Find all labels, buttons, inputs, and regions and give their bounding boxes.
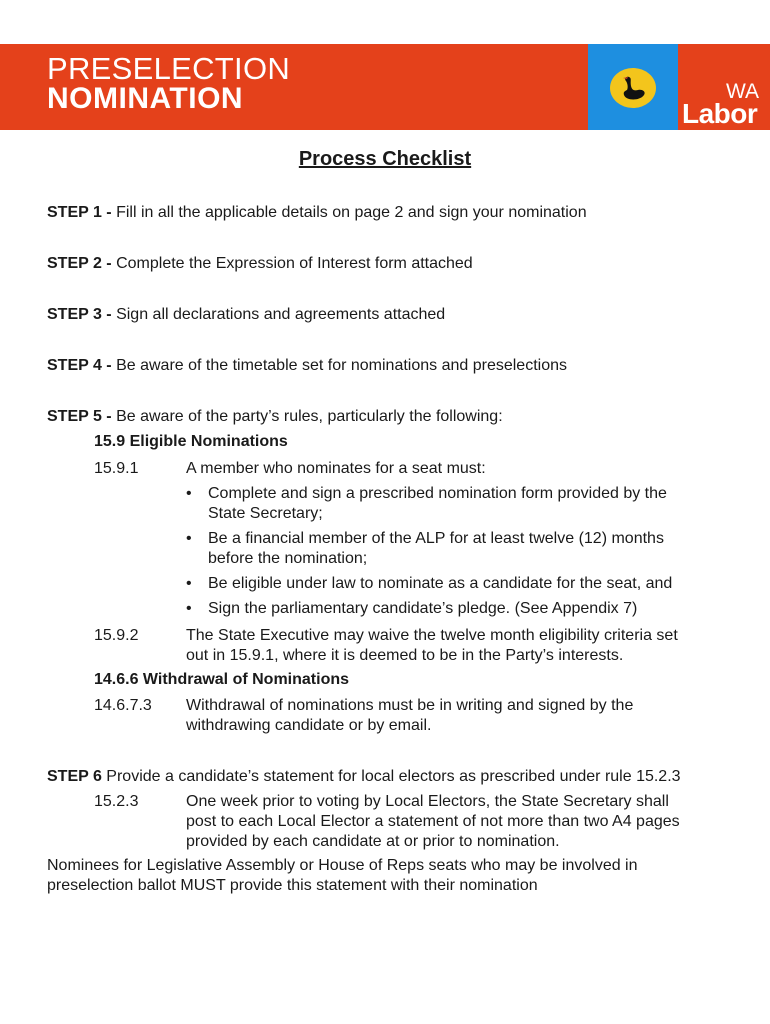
clause-text: A member who nominates for a seat must: [186, 460, 486, 477]
step-2 [47, 254, 473, 274]
checklist-title: Process Checklist [298, 148, 472, 170]
bullet-dot: • [186, 575, 192, 592]
logo-panel [588, 44, 678, 130]
clause-number: 15.9.1 [94, 460, 139, 477]
clause-line: One week prior to voting by Local Electors, the State Secretary shall [186, 793, 669, 810]
bullet-line: Sign the parliamentary candidate’s pledge. (See Appendix 7) [208, 600, 638, 617]
clause-line: Withdrawal of nominations must be in writing and signed by the [186, 697, 634, 714]
clause-line: out in 15.9.1, where it is deemed to be in the Party’s interests. [186, 647, 624, 664]
logo-wa-text: WA [726, 80, 760, 103]
bullet-item [208, 599, 728, 619]
step-3 [47, 305, 445, 325]
black-swan-icon [610, 68, 656, 108]
rule-14-6-6-heading: 14.6.6 Withdrawal of Nominations [94, 671, 350, 688]
header-banner [0, 44, 770, 130]
clause-number: 15.2.3 [94, 793, 139, 810]
document-title [47, 51, 291, 115]
step-text: Complete the Expression of Interest form attached [116, 255, 473, 272]
title-line-1: PRESELECTION [47, 51, 291, 86]
bullet-line: Complete and sign a prescribed nomination form provided by the [208, 485, 667, 502]
clause-line: withdrawing candidate or by email. [186, 717, 432, 734]
step-text: Be aware of the timetable set for nominations and preselections [116, 357, 567, 374]
step-6 [47, 767, 681, 787]
step-5 [47, 407, 503, 427]
step-label: STEP 2 - [47, 255, 112, 272]
clause-text [186, 792, 731, 852]
clause-text [186, 696, 731, 736]
bullet-item [208, 529, 728, 569]
logo-labor-text: Labor [682, 98, 758, 129]
footer-line: preselection ballot MUST provide this statement with their nomination [47, 877, 538, 894]
footer-line: Nominees for Legislative Assembly or House of Reps seats who may be involved in [47, 857, 638, 874]
step-label: STEP 1 - [47, 204, 112, 221]
step-text: Provide a candidate’s statement for local electors as prescribed under rule 15.2.3 [106, 768, 681, 785]
clause-line: The State Executive may waive the twelve month eligibility criteria set [186, 627, 678, 644]
step-text: Be aware of the party’s rules, particularly the following: [116, 408, 503, 425]
step-label: STEP 5 - [47, 408, 112, 425]
bullet-item [208, 574, 728, 594]
bullet-dot: • [186, 530, 192, 547]
title-line-2: NOMINATION [47, 82, 244, 115]
clause-number: 15.9.2 [94, 627, 139, 644]
step-1 [47, 203, 587, 223]
step-text: Fill in all the applicable details on page 2 and sign your nomination [116, 204, 587, 221]
bullet-line: State Secretary; [208, 505, 323, 522]
clause-number: 14.6.7.3 [94, 697, 152, 714]
bullet-line: Be eligible under law to nominate as a candidate for the seat, and [208, 575, 673, 592]
clause-line: post to each Local Elector a statement of not more than two A4 pages [186, 813, 680, 830]
bullet-dot: • [186, 485, 192, 502]
rule-15-9-heading: 15.9 Eligible Nominations [94, 433, 288, 450]
step-text: Sign all declarations and agreements attached [116, 306, 446, 323]
bullet-line: before the nomination; [208, 550, 368, 567]
bullet-dot: • [186, 600, 192, 617]
step-label: STEP 3 - [47, 306, 112, 323]
footer-note [47, 856, 638, 896]
step-label: STEP 4 - [47, 357, 112, 374]
bullet-item [208, 484, 728, 524]
bullet-line: Be a financial member of the ALP for at least twelve (12) months [208, 530, 664, 547]
step-4 [47, 356, 567, 376]
clause-line: provided by each candidate at or prior to nomination. [186, 833, 560, 850]
step-label: STEP 6 [47, 768, 102, 785]
clause-text [186, 626, 731, 666]
